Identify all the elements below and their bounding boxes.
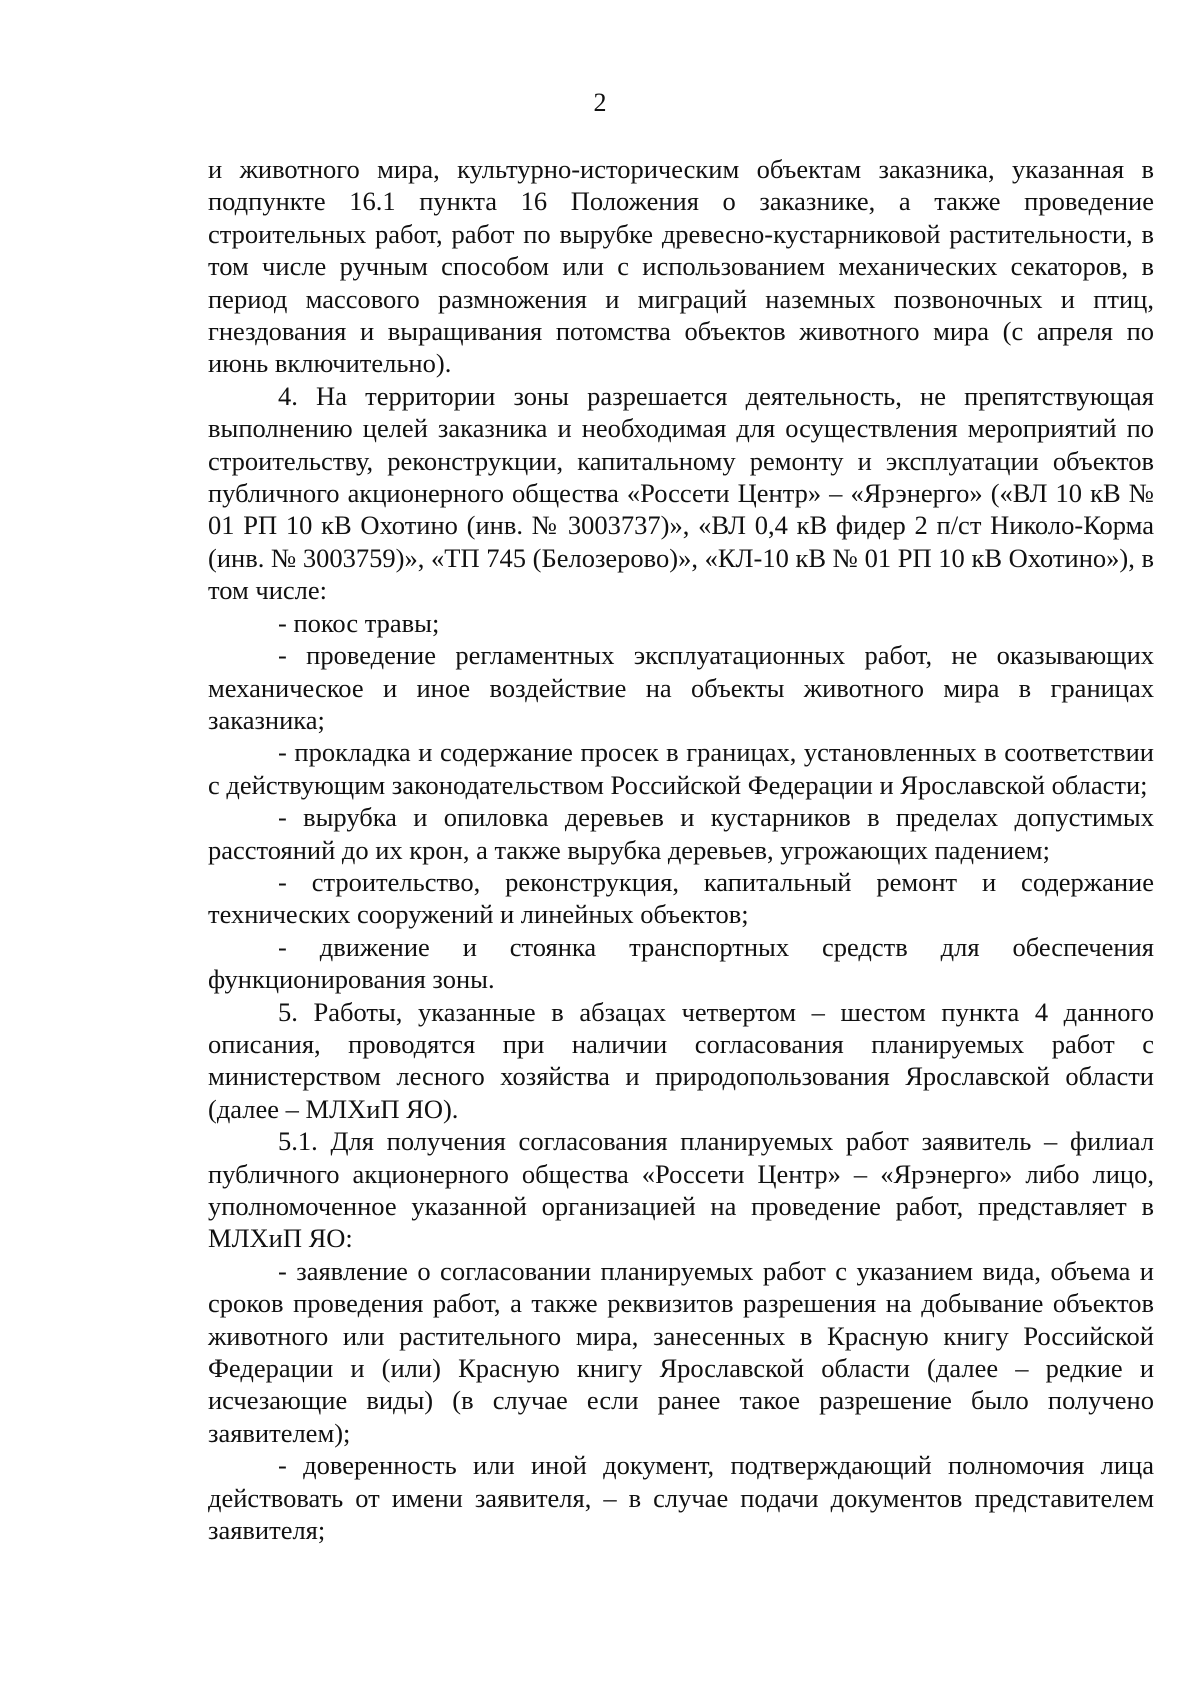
list-item: - покос травы; <box>278 607 440 638</box>
list-item: - доверенность или иной документ, подтверждающий полномочия лица действовать от имени заявителя, – в случае подачи документов представителем заявителя; <box>208 1450 1154 1546</box>
document-body <box>208 153 1154 1546</box>
paragraph-5-1: 5.1. Для получения согласования планируемых работ заявитель – филиал публичного акционерного общества «Россети Центр» – «Ярэнерго» либо лицо, уполномоченное указанной организацией на проведение работ, представляет в МЛХиП ЯО: <box>208 1126 1154 1254</box>
list-item: - движение и стоянка транспортных средств для обеспечения функционирования зоны. <box>208 931 1154 995</box>
list-item: - проведение регламентных эксплуатационных работ, не оказывающих механическое и иное воздействие на объекты животного мира в границах заказника; <box>208 640 1154 735</box>
paragraph-5: 5. Работы, указанные в абзацах четвертом – шестом пункта 4 данного описания, проводятся при наличии согласования планируемых работ с министерством лесного хозяйства и природопользования Ярославской области (далее – МЛХиП ЯО). <box>208 996 1154 1124</box>
paragraph-1: и животного мира, культурно-историческим объектам заказника, указанная в подпункте 16.1 пункта 16 Положения о заказнике, а также проведение строительных работ, работ по вырубке древесно-кустарниковой растительности, в том числе ручным способом или с использованием механических секаторов, в период массового размножения и миграций наземных позвоночных и птиц, гнездования и выращивания потомства объектов животного мира (с апреля по июнь включительно). <box>208 154 1154 379</box>
list-item: - строительство, реконструкция, капитальный ремонт и содержание технических сооружений и линейных объектов; <box>208 866 1154 930</box>
list-item: - заявление о согласовании планируемых работ с указанием вида, объема и сроков проведения работ, а также реквизитов разрешения на добывание объектов животного или растительного мира, занесенных в Красную книгу Российской Федерации и (или) Красную книгу Ярославской области (далее – редкие и исчезающие виды) (в случае если ранее такое разрешение было получено заявителем); <box>208 1255 1154 1448</box>
list-item: - прокладка и содержание просек в границах, установленных в соответствии с действующим законодательством Российской Федерации и Ярославской области; <box>208 737 1154 800</box>
page-number: 2 <box>593 88 607 117</box>
list-item: - вырубка и опиловка деревьев и кустарников в пределах допустимых расстояний до их крон, а также вырубка деревьев, угрожающих падением; <box>208 802 1154 865</box>
paragraph-2: 4. На территории зоны разрешается деятельность, не препятствующая выполнению целей заказника и необходимая для осуществления мероприятий по строительству, реконструкции, капитальному ремонту и эксплуатации объектов публичного акционерного общества «Россети Центр» – «Ярэнерго» («ВЛ 10 кВ № 01 РП 10 кВ Охотино (инв. № 3003737)», «ВЛ 0,4 кВ фидер 2 п/ст Николо-Корма (инв. № 3003759)», «ТП 745 (Белозерово)», «КЛ-10 кВ № 01 РП 10 кВ Охотино»), в том числе: <box>208 380 1154 606</box>
